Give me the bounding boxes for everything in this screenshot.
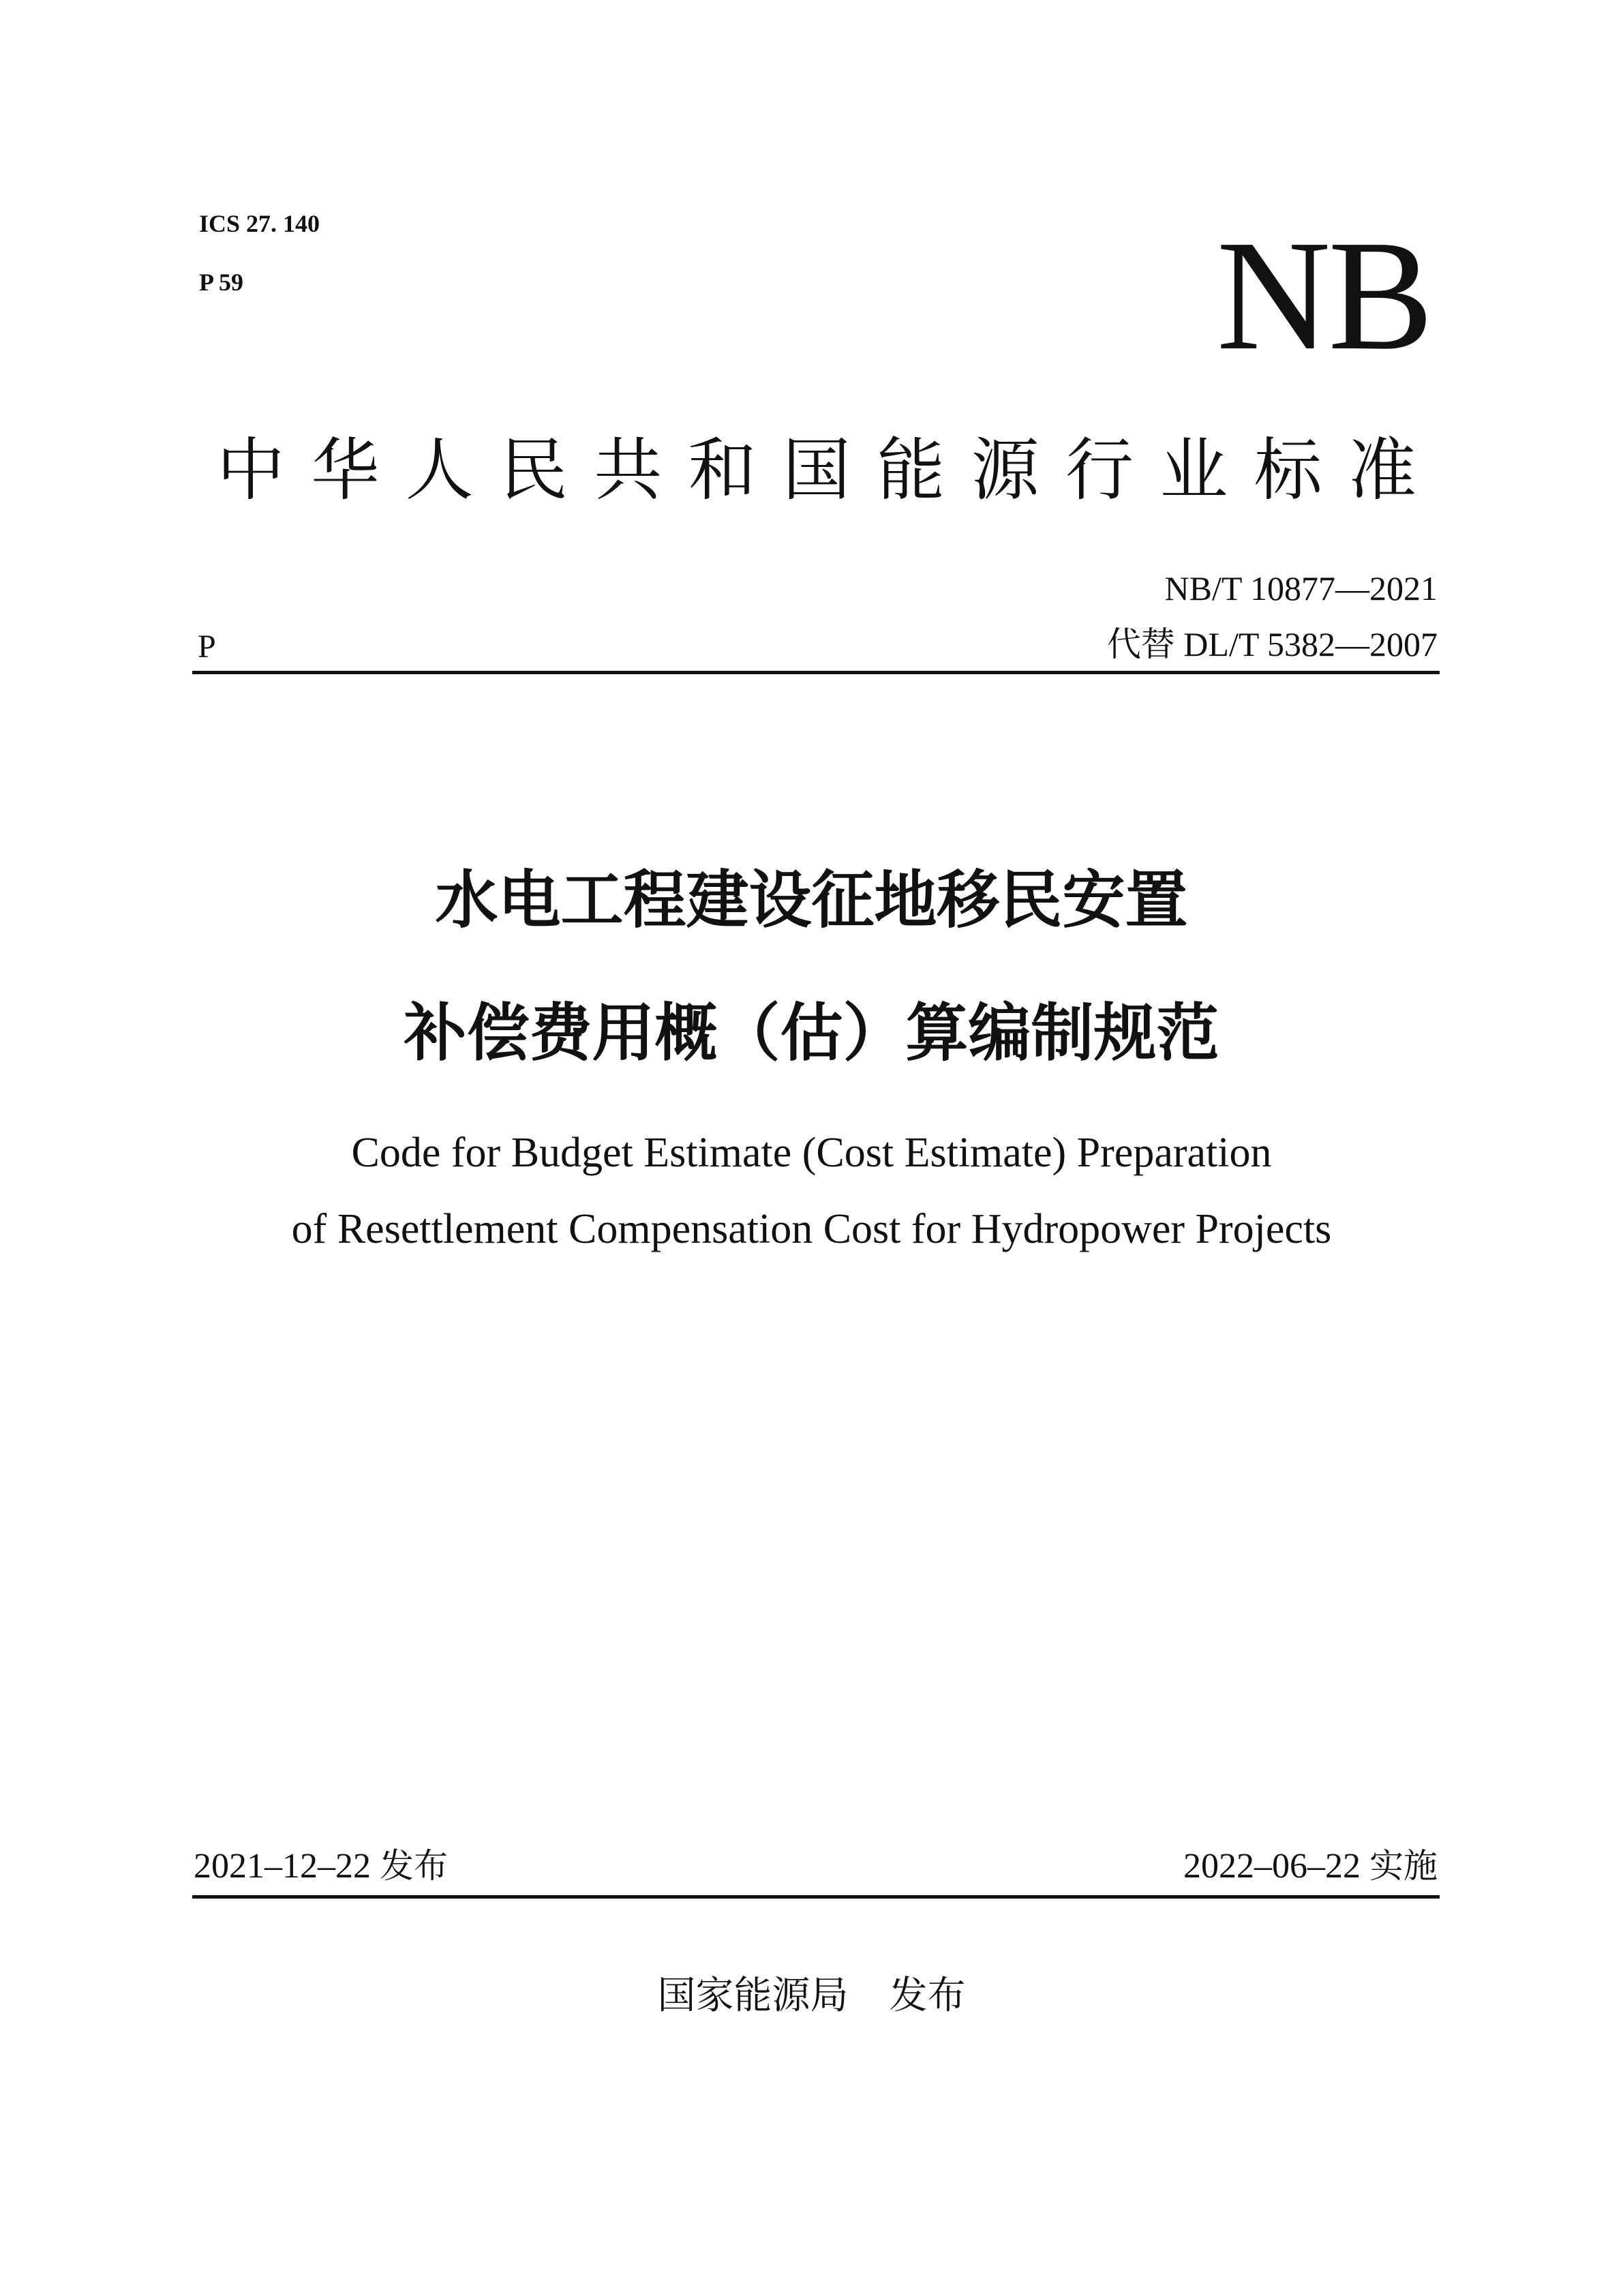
implementation-date: 2022–06–22 xyxy=(1183,1847,1361,1886)
english-title-line-2: of Resettlement Compensation Cost for Hydropower Projects xyxy=(291,1206,1332,1252)
english-title-line-1: Code for Budget Estimate (Cost Estimate) Preparation xyxy=(351,1130,1272,1176)
standard-title xyxy=(217,430,1416,510)
ccs-code: P 59 xyxy=(199,269,244,296)
standard-title-char: 源 xyxy=(971,430,1040,510)
standard-title-char: 共 xyxy=(594,430,663,510)
standard-title-char: 和 xyxy=(688,430,757,510)
standard-title-char: 行 xyxy=(1065,430,1134,510)
standard-title-char: 中 xyxy=(217,430,285,510)
publisher xyxy=(0,1974,1623,2018)
standard-title-char: 国 xyxy=(782,430,851,510)
publisher-name: 国家能源局 xyxy=(657,1974,849,2018)
implementation-date-block xyxy=(1183,1846,1438,1886)
standard-title-char: 华 xyxy=(311,430,380,510)
top-divider xyxy=(192,671,1440,674)
chinese-title-line-1: 水电工程建设征地移民安置 xyxy=(435,864,1188,937)
standard-title-char: 民 xyxy=(499,430,568,510)
category-code: P xyxy=(198,629,216,665)
standard-number: NB/T 10877—2021 xyxy=(1164,569,1438,607)
chinese-title-line-2: 补偿费用概（估）算编制规范 xyxy=(404,997,1219,1070)
standard-title-char: 能 xyxy=(877,430,945,510)
standard-title-char: 准 xyxy=(1348,430,1416,510)
publisher-action: 发布 xyxy=(889,1974,966,2018)
bottom-divider xyxy=(192,1895,1440,1899)
implementation-label: 实施 xyxy=(1369,1846,1438,1886)
ics-code: ICS 27. 140 xyxy=(199,210,320,237)
issue-label: 发布 xyxy=(380,1846,448,1886)
standard-title-char: 标 xyxy=(1254,430,1322,510)
replaces-standard: 代替 DL/T 5382—2007 xyxy=(1106,625,1438,663)
nb-logo: NB xyxy=(1216,208,1431,383)
issue-date: 2021–12–22 xyxy=(194,1847,371,1886)
issue-date-block xyxy=(194,1846,448,1886)
standard-title-char: 人 xyxy=(405,430,474,510)
standard-title-char: 业 xyxy=(1159,430,1228,510)
